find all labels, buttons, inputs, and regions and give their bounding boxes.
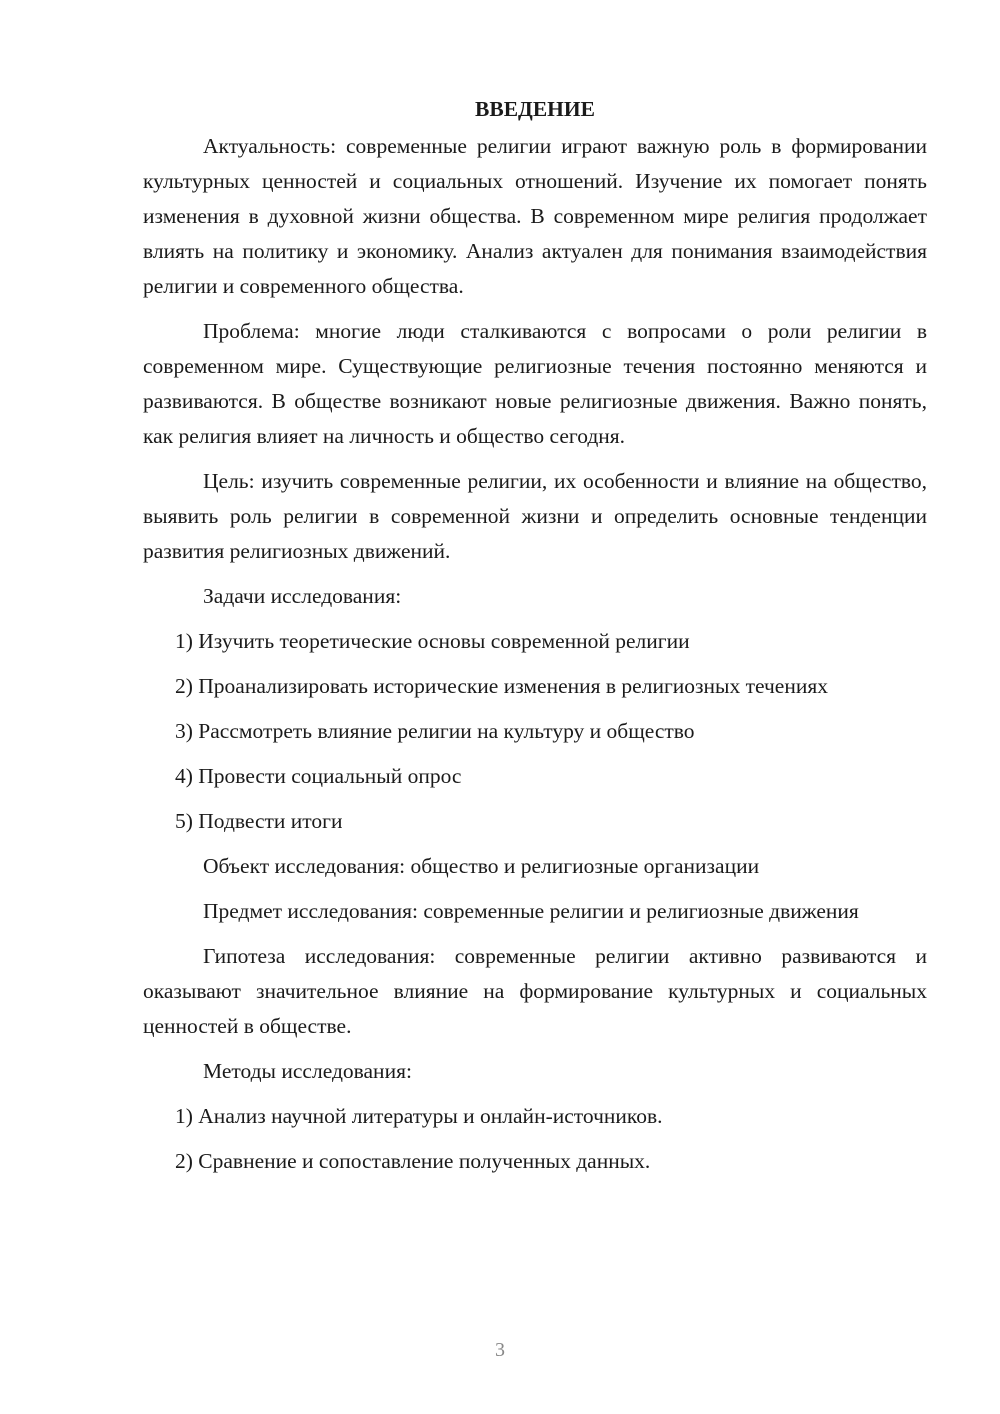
tasks-label: Задачи исследования: [203, 584, 402, 608]
page-title: ВВЕДЕНИЕ [475, 97, 595, 121]
task-item: 2) Проанализировать исторические изменения в религиозных течениях [175, 674, 828, 698]
task-item: 1) Изучить теоретические основы современной религии [175, 629, 690, 653]
method-item: 1) Анализ научной литературы и онлайн-источников. [175, 1104, 663, 1128]
subject-paragraph: Предмет исследования: современные религии и религиозные движения [203, 899, 859, 923]
methods-label: Методы исследования: [203, 1059, 412, 1083]
task-item: 5) Подвести итоги [175, 809, 343, 833]
task-item: 3) Рассмотреть влияние религии на культуру и общество [175, 719, 695, 743]
problem-paragraph: Проблема: многие люди сталкиваются с вопросами о роли религии в современном мире. Существующие религиозные течения постоянно меняются и развиваются. В обществе возникают новые религиозные движения. Важно понять, как религия влияет на личность и общество сегодня. [143, 319, 927, 448]
object-paragraph: Объект исследования: общество и религиозные организации [203, 854, 760, 878]
goal-paragraph: Цель: изучить современные религии, их особенности и влияние на общество, выявить роль религии в современной жизни и определить основные тенденции развития религиозных движений. [143, 469, 927, 563]
page-content [143, 92, 927, 1189]
method-item: 2) Сравнение и сопоставление полученных данных. [175, 1149, 651, 1173]
relevance-paragraph: Актуальность: современные религии играют важную роль в формировании культурных ценностей и социальных отношений. Изучение их помогает понять изменения в духовной жизни общества. В современном мире религия продолжает влиять на политику и экономику. Анализ актуален для понимания взаимодействия религии и современного общества. [143, 134, 927, 298]
page-number: 3 [495, 1339, 505, 1361]
task-item: 4) Провести социальный опрос [175, 764, 462, 788]
hypothesis-paragraph: Гипотеза исследования: современные религии активно развиваются и оказывают значительное влияние на формирование культурных и социальных ценностей в обществе. [143, 944, 927, 1038]
